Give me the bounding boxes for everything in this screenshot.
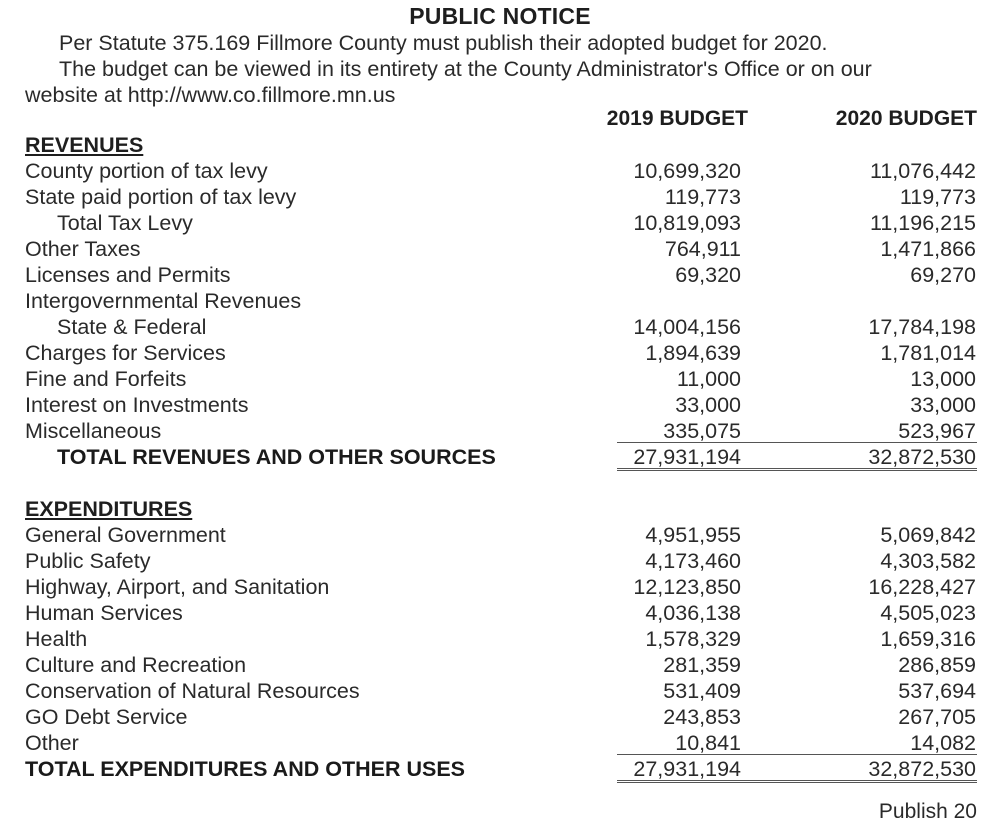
value-2020: 69,270 [910, 263, 976, 287]
value-2019: 10,819,093 [633, 211, 741, 235]
table-row [0, 262, 1000, 288]
budget-table [0, 132, 1000, 782]
value-2020: 1,781,014 [880, 341, 976, 365]
table-row [0, 340, 1000, 366]
total-value-2020: 32,872,530 [868, 757, 976, 781]
row-label: Public Safety [25, 549, 151, 573]
table-row-total-expenditures [0, 756, 1000, 782]
section-label: REVENUES [25, 133, 144, 157]
value-2020: 537,694 [898, 679, 976, 703]
section-spacer [0, 470, 1000, 496]
row-label: Fine and Forfeits [25, 367, 187, 391]
value-2019: 531,409 [663, 679, 741, 703]
section-label: EXPENDITURES [25, 497, 193, 521]
subtotal-rule [617, 754, 977, 755]
value-2019: 10,841 [675, 731, 741, 755]
row-label: General Government [25, 523, 226, 547]
row-label: Licenses and Permits [25, 263, 231, 287]
column-header-2019: 2019 BUDGET [606, 107, 748, 130]
table-row-subtotal [0, 210, 1000, 236]
column-header-2020: 2020 BUDGET [835, 107, 977, 130]
value-2020: 286,859 [898, 653, 976, 677]
value-2020: 17,784,198 [868, 315, 976, 339]
row-label: GO Debt Service [25, 705, 188, 729]
table-row [0, 574, 1000, 600]
table-row [0, 704, 1000, 730]
value-2019: 4,036,138 [645, 601, 741, 625]
table-row [0, 678, 1000, 704]
row-label: Human Services [25, 601, 183, 625]
value-2020: 4,505,023 [880, 601, 976, 625]
value-2020: 5,069,842 [880, 523, 976, 547]
notice-intro [25, 30, 985, 108]
row-label: Health [25, 627, 88, 651]
table-row [0, 366, 1000, 392]
section-heading-expenditures [0, 496, 1000, 522]
row-label: County portion of tax levy [25, 159, 268, 183]
intro-line-website: website at http://www.co.fillmore.mn.us [25, 83, 396, 107]
value-2019: 14,004,156 [633, 315, 741, 339]
total-double-rule [617, 780, 977, 783]
value-2019: 335,075 [663, 419, 741, 443]
notice-title: PUBLIC NOTICE [409, 3, 591, 29]
value-2020: 11,076,442 [869, 159, 976, 183]
publish-note: Publish 20 [878, 800, 977, 823]
value-2020: 119,773 [899, 185, 976, 209]
total-value-2020: 32,872,530 [868, 445, 976, 469]
value-2019: 11,000 [676, 367, 741, 391]
row-label: Total Tax Levy [57, 211, 193, 235]
value-2020: 16,228,427 [868, 575, 976, 599]
row-label: Interest on Investments [25, 393, 249, 417]
value-2019: 1,894,639 [645, 341, 741, 365]
table-row [0, 548, 1000, 574]
table-row [0, 730, 1000, 756]
value-2019: 1,578,329 [645, 627, 741, 651]
value-2019: 4,951,955 [645, 523, 741, 547]
row-label: State paid portion of tax levy [25, 185, 297, 209]
row-label: Charges for Services [25, 341, 226, 365]
value-2019: 33,000 [675, 393, 741, 417]
value-2019: 69,320 [675, 263, 741, 287]
row-label: Conservation of Natural Resources [25, 679, 360, 703]
row-label: Miscellaneous [25, 419, 162, 443]
total-label: TOTAL REVENUES AND OTHER SOURCES [57, 445, 496, 469]
value-2019: 764,911 [664, 237, 741, 261]
value-2019: 119,773 [664, 185, 741, 209]
row-label: Highway, Airport, and Sanitation [25, 575, 330, 599]
value-2019: 12,123,850 [633, 575, 741, 599]
table-row [0, 184, 1000, 210]
value-2020: 33,000 [910, 393, 976, 417]
value-2020: 11,196,215 [869, 211, 976, 235]
row-label: Other Taxes [25, 237, 141, 261]
value-2019: 10,699,320 [633, 159, 741, 183]
value-2019: 281,359 [663, 653, 741, 677]
intro-line-statute: Per Statute 375.169 Fillmore County must publish their adopted budget for 2020. [59, 31, 828, 55]
section-heading-revenues [0, 132, 1000, 158]
value-2019: 243,853 [663, 705, 741, 729]
value-2020: 1,471,866 [880, 237, 976, 261]
value-2020: 1,659,316 [880, 627, 976, 651]
value-2020: 13,000 [910, 367, 976, 391]
table-row [0, 522, 1000, 548]
value-2020: 267,705 [898, 705, 976, 729]
table-row [0, 626, 1000, 652]
table-row-total-revenues [0, 444, 1000, 470]
intro-line-availability: The budget can be viewed in its entirety at the County Administrator's Office or on our [59, 57, 872, 81]
subtotal-rule [617, 442, 977, 443]
total-value-2019: 27,931,194 [633, 757, 741, 781]
row-label: Other [25, 731, 79, 755]
total-value-2019: 27,931,194 [633, 445, 741, 469]
value-2020: 14,082 [910, 731, 976, 755]
table-row [0, 392, 1000, 418]
row-label: Culture and Recreation [25, 653, 247, 677]
table-row [0, 652, 1000, 678]
table-row [0, 600, 1000, 626]
row-label: State & Federal [57, 315, 207, 339]
value-2020: 4,303,582 [880, 549, 976, 573]
row-label: Intergovernmental Revenues [25, 289, 302, 313]
value-2019: 4,173,460 [645, 549, 741, 573]
value-2020: 523,967 [898, 419, 976, 443]
total-label: TOTAL EXPENDITURES AND OTHER USES [25, 757, 466, 781]
table-row [0, 418, 1000, 444]
table-row [0, 236, 1000, 262]
table-row [0, 314, 1000, 340]
table-row [0, 158, 1000, 184]
table-row-group-label [0, 288, 1000, 314]
